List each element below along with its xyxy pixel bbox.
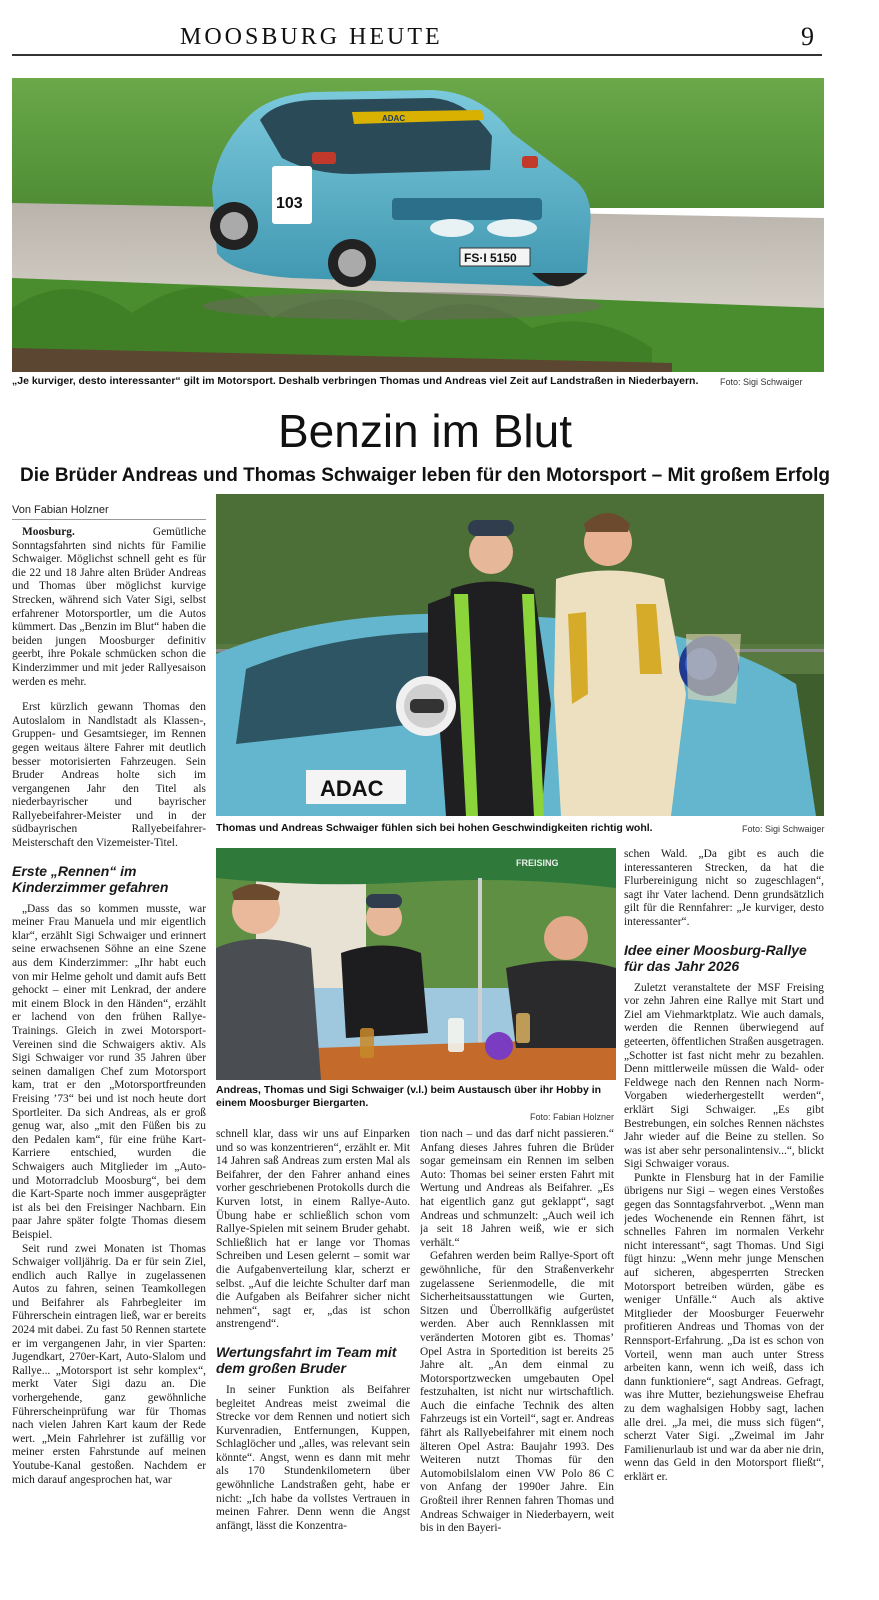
umbrella-print: FREISING: [516, 858, 559, 868]
photo1-caption: „Je kurviger, desto interessanter“ gilt im Motorsport. Deshalb verbringen Thomas und Andreas viel Zeit auf Landstraßen in Niederbayern.: [12, 375, 699, 387]
windscreen-sponsor: ADAC: [382, 114, 406, 123]
headline: Benzin im Blut: [277, 405, 572, 457]
subheading-1: Erste „Rennen“ im Kinderzimmer gefahren: [12, 862, 169, 895]
photo3-credit: Foto: Fabian Holzner: [530, 1112, 615, 1122]
subheadline: Die Brüder Andreas und Thomas Schwaiger leben für den Motorsport – Mit großem Erfolg: [19, 465, 831, 486]
byline: Von Fabian Holzner: [12, 504, 206, 520]
page-number: 9: [801, 22, 814, 51]
article-column-1: [12, 526, 206, 1594]
article-paragraph: Zuletzt veranstaltete der MSF Freising vor zehn Jahren eine Rallye mit Start und Ziel am Viehmarktplatz. Wie auch damals, werden die Rennen überwiegend auf geteerten, öffentlichen Straßen ausgetragen. „Schotter ist fast nicht mehr zu bezahlen. Denn mittlerweile müssen die Wald- oder Feldwege nach den Rennen nach Norm-Vorgaben wiederhergestellt werden“, erklärt Sigi Schwaiger. „Es gibt Bestrebungen, ein solches Rennen nächstes Jahr wieder auf die Beine zu stellen. So was ist aber sehr personalintensiv...“, blickt Sigi Schwaiger voraus.: [624, 981, 824, 1171]
photo2-credit: Foto: Sigi Schwaiger: [742, 824, 825, 834]
masthead: [12, 20, 822, 56]
article-column-4: [624, 848, 824, 1594]
car-door-sponsor: ADAC: [320, 776, 384, 801]
article-column-2: [216, 1128, 410, 1594]
article-paragraph: „Dass das so kommen musste, war meiner Frau Manuela und mir eigentlich klar“, erzählt Sigi Schwaiger und erinnert seine erwachsenen Söhne an eine Szene aus dem Kinderzimmer: „Ihr habt euch von mir Helme geholt und damit aufs Bett gehockt – einer mit Lenkrad, der andere mit einem Block in den Händen“, erzählt er lachend von den frühen Rallye-Trainings. Gleich in zwei Motorsport-Vereinen sind die Schwaigers aktiv. Als Sigi Schwaiger vor rund 35 Jahren über seinen damaligen Chef zum Motorsport kam, trat er den „Motorsportfreunden Freising ’73“ bei und ist noch heute dort Sportleiter. Da sich Andreas, als er groß genug war, also „mit den Füßen bis zu den Pedalen kam“, für eine frühe Kart-Karriere entschied, wurden die Schwaigers auch Mitglieder im „Auto- und Motorradclub Moosburg“, bei dem die Kart-Sparte noch immer ausgeprägter ist als bei den Freisinger Nachbarn. Ein paar Jahre später folgte Thomas diesem Beispiel.: [12, 902, 206, 1241]
article-paragraph: Erst kürzlich gewann Thomas den Autoslalom in Nandlstadt als Klassen-, Gruppen- und Gesamtsieger, im Rennen gegen weitaus ältere Fahrer mit deutlich besser motorisierten Fahrzeugen. Sein Bruder Andreas holte sich im vergangenen Jahr den Titel als niederbayrischer und bayrischer Rallyebeifahrer-Meister und in der südbayrischen Rallyebeifahrer-Meisterschaft den Vizemeister-Titel.: [12, 701, 206, 850]
dateline: Moosburg.: [22, 526, 75, 538]
photo3-caption: Andreas, Thomas und Sigi Schwaiger (v.l.) beim Austausch über ihr Hobby in einem Moosburger Biergarten.: [216, 1084, 602, 1109]
rally-car-photo: [12, 78, 824, 372]
article-paragraph: In seiner Funktion als Beifahrer begleitet Andreas meist zweimal die Strecke vor dem Rennen und notiert sich Kurvenradien, Entfernungen, Kuppen, Schlaglöcher und „alles, was relevant sein könnte“. Angst, wenn es dann mit mehr als 170 Stundenkilometern über gewöhnliche Landstraßen geht, habe er nicht: „Ich habe da vollstes Vertrauen in meinen Fahrer. Denn wenn die Angst anfängt, lässt die Konzentra-: [216, 1383, 410, 1532]
article-paragraph: schnell klar, dass wir uns auf Einparken und so was konzentrieren“, erzählt er. Mit 14 Jahren saß Andreas zum ersten Mal als Beifahrer, der den Fahrer anhand eines vorher geschriebenen Protokolls durch die Kurven lotst, in einem Rallye-Auto. Übung habe er schließlich schon vom Rallye-Spielen mit seinem Bruder gehabt. Schließlich hat er lange vor Thomas Schreiben und Lesen gelernt – somit war die Aufgabenverteilung klar, scherzt er selbst. „Auf die leichte Schulter darf man die Aufgaben als Beifahrer sicher nicht nehmen“, sagt er, „das ist schon anstrengend“.: [216, 1128, 410, 1331]
subheading-2: Wertungsfahrt im Team mit dem großen Bruder: [216, 1343, 397, 1376]
license-plate: FS·I 5150: [464, 251, 517, 265]
beer-garden-photo: [216, 848, 616, 1080]
article-paragraph: Gefahren werden beim Rallye-Sport oft gewöhnliche, für den Straßenverkehr zugelassene Serienmodelle, die mit Sicherheitsausstattungen wie Gurten, Sitzen und Überrollkäfig aufgerüstet werden. Aber auch Rennklassen mit veränderten Motoren gibt es. Thomas’ Opel Astra in Sportedition ist bereits 25 Jahre alt. „An dem einmal zu Motorsportzwecken umgebauten Opel festzuhalten, ist nicht nur wirtschaftlich. Auch die einfache Technik des alten Fahrzeugs ist ein Vorteil“, sagt er. Andreas fährt als Rallyebeifahrer mit einem noch älteren Opel Astra: Baujahr 1993. Des Weiteren nutzt Thomas für den Automobilslalom einen VW Polo 86 C von Anfang der 1990er Jahre. Ein Großteil ihrer Rennen fahren Thomas und Andreas Schwaiger in Niederbayern, weit bis in den Bayeri-: [420, 1250, 614, 1535]
article-paragraph: Punkte in Flensburg hat in der Familie übrigens nur Sigi – wegen eines Verstoßes gegen das Sonntagsfahrverbot. „Wenn man jedes Wochenende ein Rennen fährt, ist schnelles Fahren im normalen Verkehr nicht interessant“, sagt Thomas. Und Sigi fügt hinzu: „Wenn mehr junge Menschen auf sicheren, abgesperrten Strecken Motorsport betreiben würden, gäbe es weniger Unfälle.“ Auch als aktive Mitglieder der Moosburger Feuerwehr profitieren Andreas und Thomas von der Rennsport-Erfahrung. „Da ist es schon von Vorteil, wenn man auch unter Stress arbeiten kann, wenn ich weiß, dass ich dann funktioniere“, sagt Andreas. Gefragt, was ihre Mutter, beziehungsweise Ehefrau zu dem waghalsigen Hobby sagt, lachen alle drei. „Ja mei, die muss sich fügen“, scherzt Vater Sigi. „Zweimal im Jahr Familienurlaub ist und war da aber nie drin, wenn das Geld in den Motorsport fließt“, erklärt er.: [624, 1171, 824, 1483]
subheading-3: Idee einer Moosburg-Rallye für das Jahr 2026: [624, 941, 807, 974]
article-paragraph: Seit rund zwei Monaten ist Thomas Schwaiger volljährig. Da er für sein Ziel, endlich auch Rallye in zugelassenen Autos zu fahren, seinen Teamkollegen und Beifahrer als Fahrbegleiter im Führerschein eintragen ließ, war er bereits 2024 mit dabei. Zu fast 50 Rennen startete er im vergangenen Jahr, in vier Sparten: Jugendkart, 270er-Kart, Auto-Slalom und Rallye... „Motorsport ist sehr komplex“, merkt Vater Sigi dazu an. Die vorhergehende, ganz gewöhnliche Führerscheinprüfung war für Thomas nach vielen Jahren Kart kaum der Rede wert. „Mein Fahrlehrer ist zufällig vor meiner ersten Fahrstunde auf meinen Youtube-Kanal gestoßen. Nachdem er mich darauf angesprochen hat, war: [12, 1242, 206, 1486]
article-paragraph: Gemütliche Sonntagsfahrten sind nichts für Familie Schwaiger. Möglichst schnell geht es für die 22 und 18 Jahre alten Brüder Andreas und Thomas über möglichst kurvige Strecken, während sich Vater Sigi, selbst erfahrener Motorsportler, um die Autos kümmert. Das „Benzin im Blut“ haben die beiden jungen Moosburger definitiv geerbt, ihre Pokale schmücken schon die Kinderzimmer und mit jeder Rallyesaison werden es mehr.: [12, 526, 206, 688]
photo2-caption: Thomas und Andreas Schwaiger fühlen sich bei hohen Geschwindigkeiten richtig wohl.: [216, 822, 653, 834]
article-column-3: [420, 1128, 614, 1594]
newspaper-section-title: MOOSBURG HEUTE: [180, 24, 443, 50]
brothers-photo: [216, 494, 824, 816]
race-number: 103: [276, 195, 303, 212]
photo1-credit: Foto: Sigi Schwaiger: [720, 377, 803, 387]
article-paragraph: schen Wald. „Da gibt es auch die interessanteren Strecken, da hat die Flurbereinigung nicht so zugeschlagen“, sagt ihr Vater lachend. Denn grundsätzlich gilt für die Rennfahrer: „Je kurviger, desto interessanter“.: [624, 848, 824, 928]
article-paragraph: tion nach – und das darf nicht passieren.“ Anfang dieses Jahres fuhren die Brüder sogar gemeinsam ein Rennen im selben Auto: Thomas bei seiner ersten Fahrt mit Wertung und Andreas als Beifahrer. „Es hat eigentlich ganz gut geklappt“, sagt Andreas und schmunzelt: „Auch weil ich ja seit 18 Jahren weiß, wie er sich verhält.“: [420, 1128, 614, 1249]
